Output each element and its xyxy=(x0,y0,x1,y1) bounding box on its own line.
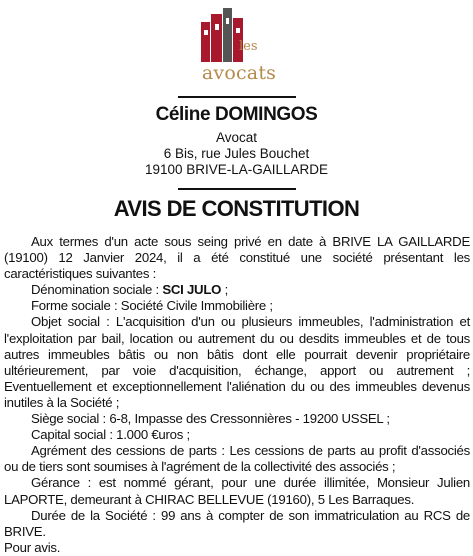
lawyer-street: 6 Bis, rue Jules Bouchet xyxy=(163,146,310,161)
logo-window-3 xyxy=(226,18,229,24)
notice-closing: Pour avis. xyxy=(4,539,61,555)
notice-siege: Siège social : 6-8, Impasse des Cressonnières - 19200 USSEL ; xyxy=(31,411,390,427)
notice-heading: AVIS DE CONSTITUTION xyxy=(113,196,360,221)
notice-body xyxy=(4,234,470,556)
notice-gerance: Gérance : est nommé gérant, pour une durée illimitée, Monsieur Julien LAPORTE, demeurant à CHIRAC BELLEVUE (19160), 5 Les Barraques. xyxy=(4,475,470,507)
lawyer-city: 19100 BRIVE-LA-GAILLARDE xyxy=(144,162,329,177)
logo-window-2 xyxy=(215,24,219,30)
notice-intro: Aux termes d'un acte sous seing privé en date à BRIVE LA GAILLARDE (19100) 12 Janvier 2024, il a été constitué une société présentant les caractéristiques suivantes : xyxy=(4,234,470,282)
logo-bar-3 xyxy=(223,8,232,62)
lawyer-name: Céline DOMINGOS xyxy=(155,104,318,125)
logo-window-4 xyxy=(236,28,240,33)
notice-denomination xyxy=(4,282,470,298)
denomination-end: ; xyxy=(221,282,228,298)
denomination-value: SCI JULO xyxy=(162,282,222,298)
logo-bar-1 xyxy=(201,22,210,62)
notice-objet: Objet social : L'acquisition d'un ou plusieurs immeubles, l'administration et l'exploitation par bail, location ou autrement du ou desdits immeubles et de tous autres immeubles bâtis ou non bâtis dont elle pourrait devenir propriétaire ultérieurement, par voie d'acquisition, échange, apport ou autrement ; Eventuellement et exceptionnellement l'aliénation du ou des immeubles devenus inutiles à la Société ; xyxy=(4,314,470,410)
denomination-label: Dénomination sociale : xyxy=(31,282,163,298)
logo-les-text: les xyxy=(239,39,258,54)
notice-capital: Capital social : 1.000 €uros ; xyxy=(31,427,190,443)
notice-forme: Forme sociale : Société Civile Immobilière ; xyxy=(31,298,273,314)
les-avocats-logo xyxy=(193,6,285,88)
logo-bar-2 xyxy=(211,14,222,62)
logo-avocats-text: avocats xyxy=(201,62,277,84)
lawyer-title: Avocat xyxy=(215,130,258,145)
notice-agrement: Agrément des cessions de parts : Les cessions de parts au profit d'associés ou de tiers sont soumises à l'agrément de la collectivité des associés ; xyxy=(4,443,470,475)
top-divider xyxy=(178,96,296,98)
middle-divider xyxy=(178,188,296,190)
notice-duree: Durée de la Société : 99 ans à compter de son immatriculation au RCS de BRIVE. xyxy=(4,507,470,539)
logo-window-1 xyxy=(204,30,208,35)
